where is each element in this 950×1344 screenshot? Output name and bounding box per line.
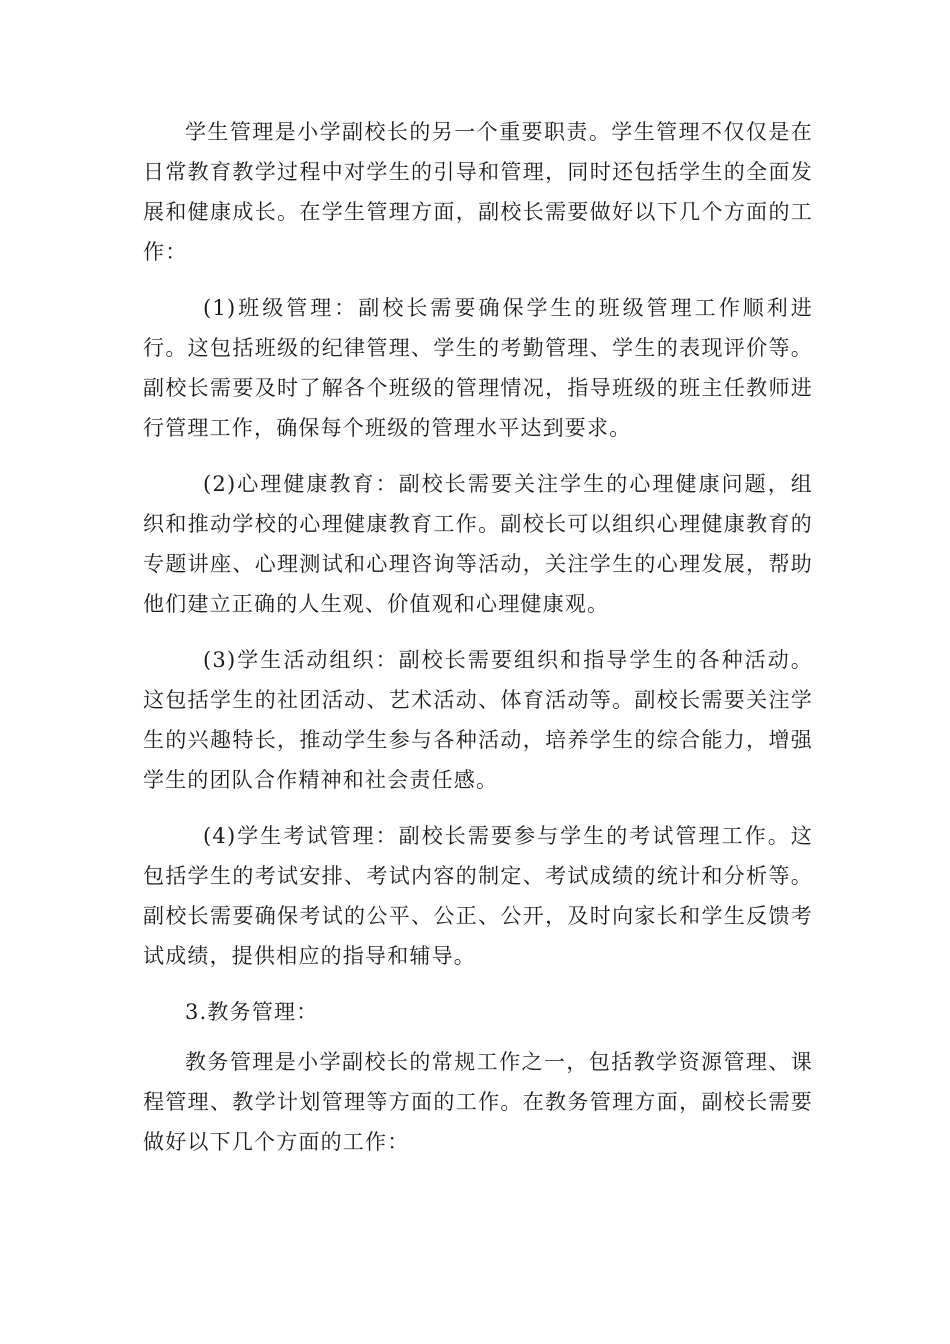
class-management-paragraph: (1)班级管理：副校长需要确保学生的班级管理工作顺利进行。这包括班级的纪律管理、学生的考勤管理、学生的表现评价等。副校长需要及时了解各个班级的管理情况，指导班级的班主任教师进行管理工作，确保每个班级的管理水平达到要求。 [143,296,813,440]
student-activities-paragraph: (3)学生活动组织：副校长需要组织和指导学生的各种活动。这包括学生的社团活动、艺术活动、体育活动等。副校长需要关注学生的兴趣特长，推动学生参与各种活动，培养学生的综合能力，增强学生的团队合作精神和社会责任感。 [143,648,813,792]
student-management-intro-paragraph: 学生管理是小学副校长的另一个重要职责。学生管理不仅仅是在日常教育教学过程中对学生的引导和管理，同时还包括学生的全面发展和健康成长。在学生管理方面，副校长需要做好以下几个方面的工作： [143,120,813,264]
academic-affairs-intro-paragraph: 教务管理是小学副校长的常规工作之一，包括教学资源管理、课程管理、教学计划管理等方面的工作。在教务管理方面，副校长需要做好以下几个方面的工作： [143,1050,813,1154]
mental-health-education-paragraph: (2)心理健康教育：副校长需要关注学生的心理健康问题，组织和推动学校的心理健康教育工作。副校长可以组织心理健康教育的专题讲座、心理测试和心理咨询等活动，关注学生的心理发展，帮助他们建立正确的人生观、价值观和心理健康观。 [143,472,813,616]
section-heading-academic-affairs: 3.教务管理： [185,1000,319,1024]
exam-management-paragraph: (4)学生考试管理：副校长需要参与学生的考试管理工作。这包括学生的考试安排、考试内容的制定、考试成绩的统计和分析等。副校长需要确保考试的公平、公正、公开，及时向家长和学生反馈考试成绩，提供相应的指导和辅导。 [143,824,813,968]
document-page [143,112,813,1162]
